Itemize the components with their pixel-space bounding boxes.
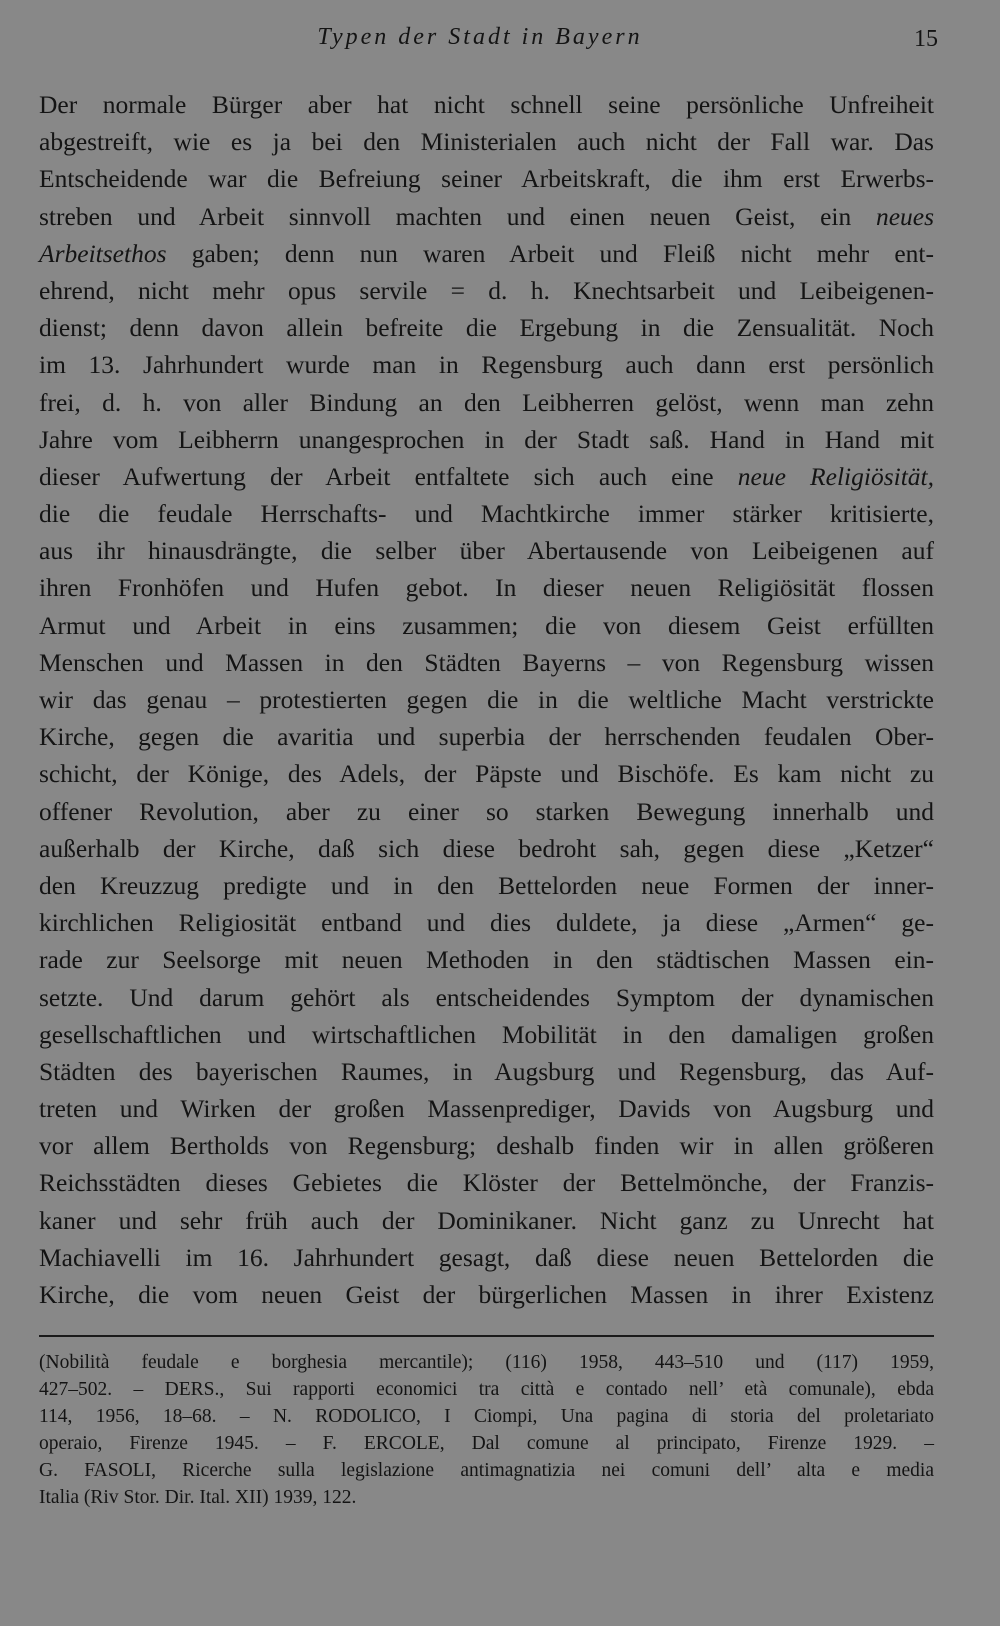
text-line: Machiavelli im 16. Jahrhundert gesagt, daß diese neuen Bettelorden die [39,1242,934,1272]
text-line: treten und Wirken der großen Massenprediger, Davids von Augsburg und [39,1094,934,1124]
text-line: gesellschaftlichen und wirtschaftlichen Mobilität in den damaligen großen [39,1019,934,1049]
text-line: Entscheidende war die Befreiung seiner Arbeitskraft, die ihm erst Erwerbs- [39,164,934,194]
text-line: rade zur Seelsorge mit neuen Methoden in den städtischen Massen ein- [39,945,934,975]
page-number: 15 [914,26,938,52]
text-line: setzte. Und darum gehört als entscheidendes Symptom der dynamischen [39,982,934,1012]
text-line: Städten des bayerischen Raumes, in Augsburg und Regensburg, das Auf- [39,1056,934,1086]
text-line: Kirche, die vom neuen Geist der bürgerlichen Massen in ihrer Existenz [39,1280,934,1309]
text-line: Armut und Arbeit in eins zusammen; die von diesem Geist erfüllten [39,610,934,640]
text-line: Arbeitsethos gaben; denn nun waren Arbeit und Fleiß nicht mehr ent- [39,238,934,268]
footnote-line: Italia (Riv Stor. Dir. Ital. XII) 1939, 122. [39,1487,357,1508]
text-line: Kirche, gegen die avaritia und superbia der herrschenden feudalen Ober- [39,722,934,752]
body-text [39,86,934,1313]
text-line: dienst; denn davon allein befreite die Ergebung in die Zensualität. Noch [39,313,934,343]
text-line: streben und Arbeit sinnvoll machten und einen neuen Geist, ein neues [39,201,935,231]
text-line: kirchlichen Religiosität entband und dies duldete, ja diese „Armen“ ge- [39,908,934,938]
text-line: kaner und sehr früh auch der Dominikaner. Nicht ganz zu Unrecht hat [39,1205,934,1235]
text-line: ihren Fronhöfen und Hufen gebot. In dieser neuen Religiösität flossen [39,573,934,603]
footnote-line: G. FASOLI, Ricerche sulla legislazione antimagnatizia nei comuni dell’ alta e media [39,1460,934,1481]
footnote-line: (Nobilità feudale e borghesia mercantile); (116) 1958, 443–510 und (117) 1959, [39,1352,934,1373]
text-line: abgestreift, wie es ja bei den Ministerialen auch nicht der Fall war. Das [39,127,934,157]
text-line: außerhalb der Kirche, daß sich diese bedroht sah, gegen diese „Ketzer“ [39,833,934,863]
running-title: Typen der Stadt in Bayern [317,24,643,50]
text-line: vor allem Bertholds von Regensburg; deshalb finden wir in allen größeren [39,1131,934,1161]
text-line: offener Revolution, aber zu einer so starken Bewegung innerhalb und [39,796,934,826]
italic-emphasis: neues [875,201,935,231]
italic-emphasis: neue Religiösität, [737,461,935,491]
italic-emphasis: Arbeitsethos [39,238,167,268]
text-line: Menschen und Massen in den Städten Bayerns – von Regensburg wissen [39,647,934,677]
text-line: den Kreuzzug predigte und in den Bettelorden neue Formen der inner- [39,870,934,900]
text-line: die die feudale Herrschafts- und Machtkirche immer stärker kritisierte, [39,499,934,529]
text-line: Jahre vom Leibherrn unangesprochen in der Stadt saß. Hand in Hand mit [39,424,934,454]
footnotes [39,1349,934,1511]
text-line: ehrend, nicht mehr opus servile = d. h. Knechtsarbeit und Leibeigenen- [39,275,934,305]
text-line: dieser Aufwertung der Arbeit entfaltete sich auch eine neue Religiösität, [39,461,935,491]
footnote-divider [39,1335,934,1337]
text-line: aus ihr hinausdrängte, die selber über Abertausende von Leibeigenen auf [39,536,934,566]
footnote-line: 114, 1956, 18–68. – N. RODOLICO, I Ciompi, Una pagina di storia del proletariato [39,1406,934,1427]
text-line: frei, d. h. von aller Bindung an den Leibherren gelöst, wenn man zehn [39,387,934,417]
text-line: schicht, der Könige, des Adels, der Päpste und Bischöfe. Es kam nicht zu [39,759,934,789]
text-line: Der normale Bürger aber hat nicht schnell seine persönliche Unfreiheit [39,90,934,119]
text-line: wir das genau – protestierten gegen die in die weltliche Macht verstrickte [39,685,934,714]
text-line: im 13. Jahrhundert wurde man in Regensburg auch dann erst persönlich [39,350,934,380]
footnote-line: 427–502. – DERS., Sui rapporti economici tra città e contado nell’ età comunale), ebda [39,1379,934,1400]
footnote-line: operaio, Firenze 1945. – F. ERCOLE, Dal comune al principato, Firenze 1929. – [39,1433,934,1454]
text-line: Reichsstädten dieses Gebietes die Klöster der Bettelmönche, der Franzis- [39,1168,934,1198]
